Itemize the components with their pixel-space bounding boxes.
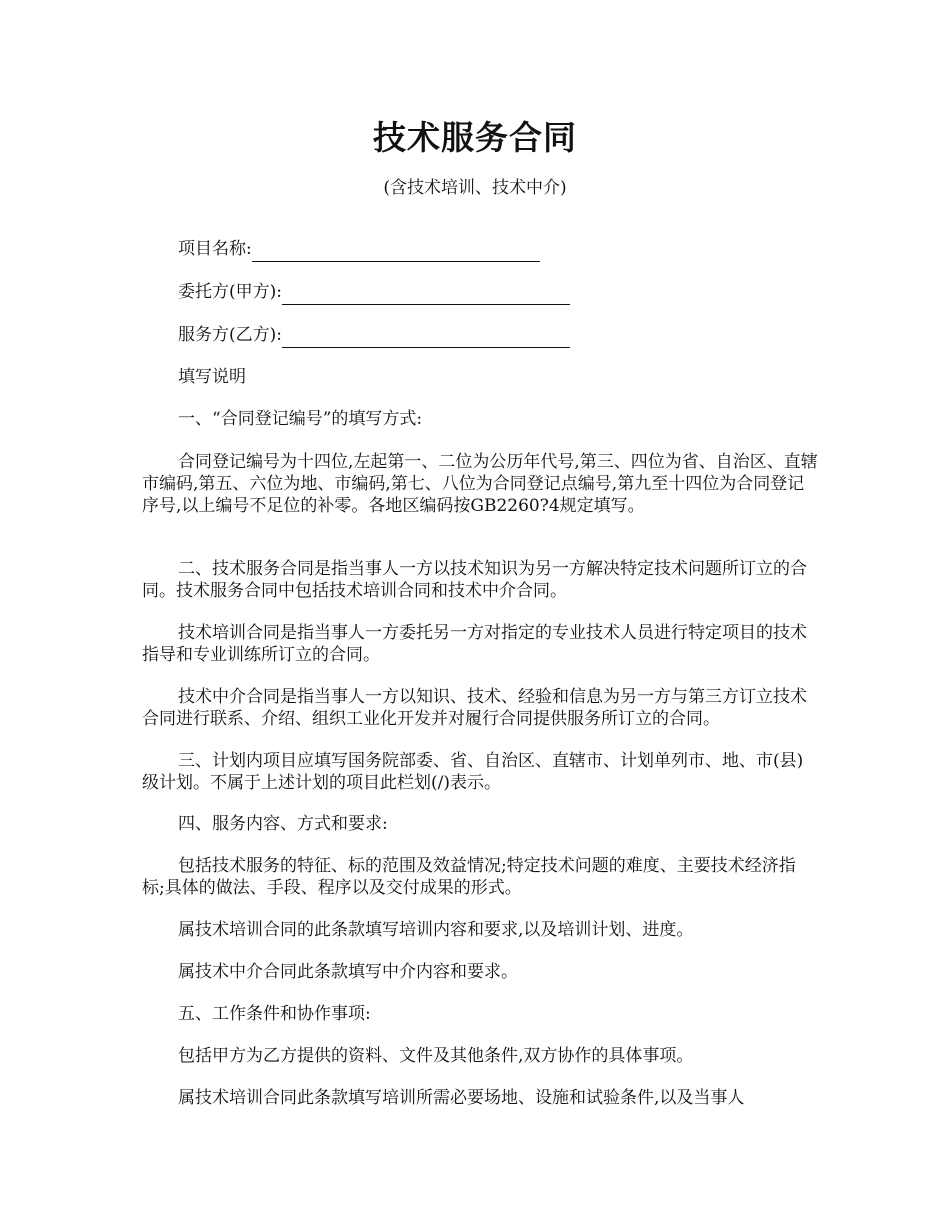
- fill-instructions-heading: 填写说明: [178, 367, 246, 387]
- section-5-body: 包括甲方为乙方提供的资料、文件及其他条件,双方协作的具体事项。: [178, 1046, 694, 1066]
- section-3-body: 三、计划内项目应填写国务院部委、省、自治区、直辖市、计划单列市、地、市(县)级计划。不属于上述计划的项目此栏划(/)表示。: [142, 751, 804, 793]
- agency-contract-definition: 技术中介合同是指当事人一方以知识、技术、经验和信息为另一方与第三方订立技术合同进行联系、介绍、组织工业化开发并对履行合同提供服务所订立的合同。: [142, 687, 807, 729]
- section-4-training-note: 属技术培训合同的此条款填写培训内容和要求,以及培训计划、进度。: [178, 920, 694, 940]
- client-field: [178, 279, 570, 305]
- client-label: 委托方(甲方):: [178, 282, 282, 302]
- client-blank: [282, 284, 570, 305]
- section-2-body: 二、技术服务合同是指当事人一方以技术知识为另一方解决特定技术问题所订立的合同。技术服务合同中包括技术培训合同和技术中介合同。: [142, 559, 807, 601]
- section-1-heading: 一、“合同登记编号”的填写方式:: [178, 409, 423, 429]
- section-4-body: 包括技术服务的特征、标的范围及效益情况;特定技术问题的难度、主要技术经济指标;具体的做法、手段、程序以及交付成果的形式。: [142, 856, 796, 898]
- provider-blank: [282, 327, 570, 348]
- section-4-agency-note: 属技术中介合同此条款填写中介内容和要求。: [178, 962, 518, 982]
- section-5-heading: 五、工作条件和协作事项:: [178, 1004, 371, 1024]
- document-title: 技术服务合同: [373, 118, 577, 157]
- section-4-heading: 四、服务内容、方式和要求:: [178, 814, 388, 834]
- project-name-blank: [252, 241, 540, 262]
- document-subtitle: (含技术培训、技术中介): [383, 178, 567, 198]
- section-5-training-note: 属技术培训合同此条款填写培训所需必要场地、设施和试验条件,以及当事人: [178, 1088, 745, 1108]
- provider-field: [178, 322, 570, 348]
- training-contract-definition: 技术培训合同是指当事人一方委托另一方对指定的专业技术人员进行特定项目的技术指导和专业训练所订立的合同。: [142, 623, 807, 665]
- project-name-label: 项目名称:: [178, 239, 252, 259]
- project-name-field: [178, 236, 540, 262]
- section-1-body: 合同登记编号为十四位,左起第一、二位为公历年代号,第三、四位为省、自治区、直辖市编码,第五、六位为地、市编码,第七、八位为合同登记点编号,第九至十四位为合同登记序号,以上编号不足位的补零。各地区编码按GB2260?4规定填写。: [142, 452, 818, 516]
- provider-label: 服务方(乙方):: [178, 325, 282, 345]
